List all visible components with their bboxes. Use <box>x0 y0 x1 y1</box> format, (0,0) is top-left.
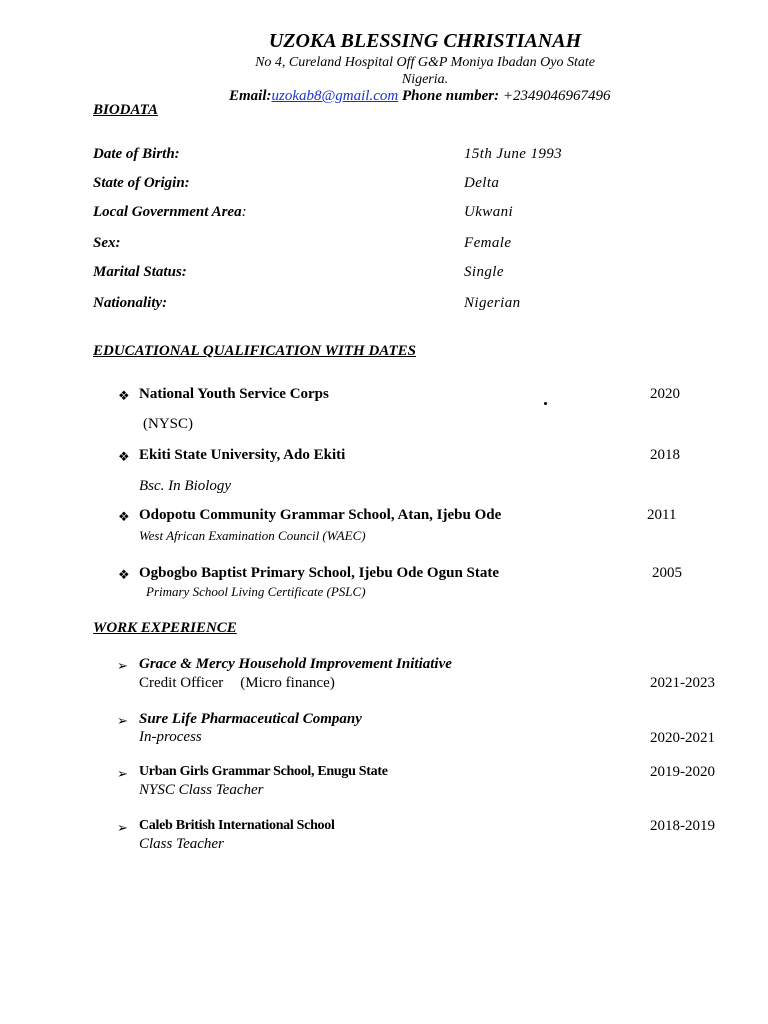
work-item-years: 2021-2023 <box>650 675 715 691</box>
state-of-origin-label: State of Origin: <box>93 175 190 191</box>
address-line-1: No 4, Cureland Hospital Off G&P Moniya Ibadan Oyo State <box>255 55 595 70</box>
phone-number: +2349046967496 <box>502 88 611 104</box>
work-item-role: NYSC Class Teacher <box>139 782 264 798</box>
lga-label-text: Local Government Area <box>93 204 242 220</box>
education-item-title: Ekiti State University, Ado Ekiti <box>139 447 346 463</box>
diamond-bullet-icon: ❖ <box>118 509 130 524</box>
work-item-role-text: Credit Officer <box>139 675 224 691</box>
work-item-title: Sure Life Pharmaceutical Company <box>139 711 362 727</box>
work-item-years: 2019-2020 <box>650 764 715 780</box>
diamond-bullet-icon: ❖ <box>118 449 130 464</box>
education-item-title: Odopotu Community Grammar School, Atan, Ijebu Ode <box>139 507 502 523</box>
education-item-subtitle: Primary School Living Certificate (PSLC) <box>146 584 366 599</box>
diamond-bullet-icon: ❖ <box>118 567 130 582</box>
dob-label: Date of Birth: <box>93 146 180 162</box>
address-line-2: Nigeria. <box>401 72 449 87</box>
work-item-title: Grace & Mercy Household Improvement Initiative <box>139 656 452 672</box>
education-item-year: 2005 <box>652 565 682 581</box>
work-item-years: 2020-2021 <box>650 730 715 746</box>
education-item-subtitle: Bsc. In Biology <box>139 478 232 494</box>
email-label: Email: <box>229 88 272 104</box>
education-item-title: National Youth Service Corps <box>139 386 329 402</box>
work-item-role: Class Teacher <box>139 836 224 852</box>
work-item-title: Caleb British International School <box>139 818 335 833</box>
applicant-name: UZOKA BLESSING CHRISTIANAH <box>268 30 582 52</box>
work-item-role: In-process <box>139 729 202 745</box>
lga-label-colon: : <box>241 204 247 220</box>
marital-status-value: Single <box>464 264 504 280</box>
lga-label <box>93 204 247 221</box>
arrow-bullet-icon: ➢ <box>117 713 128 728</box>
arrow-bullet-icon: ➢ <box>117 820 128 835</box>
work-experience-heading: WORK EXPERIENCE <box>93 620 237 636</box>
nationality-value: Nigerian <box>464 295 521 311</box>
arrow-bullet-icon: ➢ <box>117 766 128 781</box>
marital-status-label: Marital Status: <box>93 264 187 280</box>
work-item-years: 2018-2019 <box>650 818 715 834</box>
diamond-bullet-icon: ❖ <box>118 388 130 403</box>
education-item-year: 2020 <box>650 386 680 402</box>
email-link[interactable]: uzokab8@gmail.com <box>271 88 399 104</box>
work-item-role-extra: (Micro finance) <box>240 675 335 691</box>
contact-line <box>229 88 610 105</box>
biodata-heading: BIODATA <box>93 102 159 118</box>
education-item-subtitle: (NYSC) <box>143 416 194 432</box>
work-item-title: Urban Girls Grammar School, Enugu State <box>139 764 388 779</box>
sex-label: Sex: <box>93 235 121 251</box>
education-heading: EDUCATIONAL QUALIFICATION WITH DATES <box>93 343 416 359</box>
phone-label: Phone number: <box>401 88 500 104</box>
education-item-year: 2011 <box>647 507 677 523</box>
dob-value: 15th June 1993 <box>464 146 563 162</box>
education-item-year: 2018 <box>650 447 680 463</box>
education-item-subtitle: West African Examination Council (WAEC) <box>139 528 366 543</box>
sex-value: Female <box>464 235 512 251</box>
work-item-role <box>139 675 335 692</box>
education-item-title: Ogbogbo Baptist Primary School, Ijebu Ode Ogun State <box>139 565 500 581</box>
state-of-origin-value: Delta <box>464 175 500 191</box>
stray-dot <box>544 402 547 405</box>
nationality-label: Nationality: <box>93 295 168 311</box>
arrow-bullet-icon: ➢ <box>117 658 128 673</box>
lga-value: Ukwani <box>464 204 514 220</box>
